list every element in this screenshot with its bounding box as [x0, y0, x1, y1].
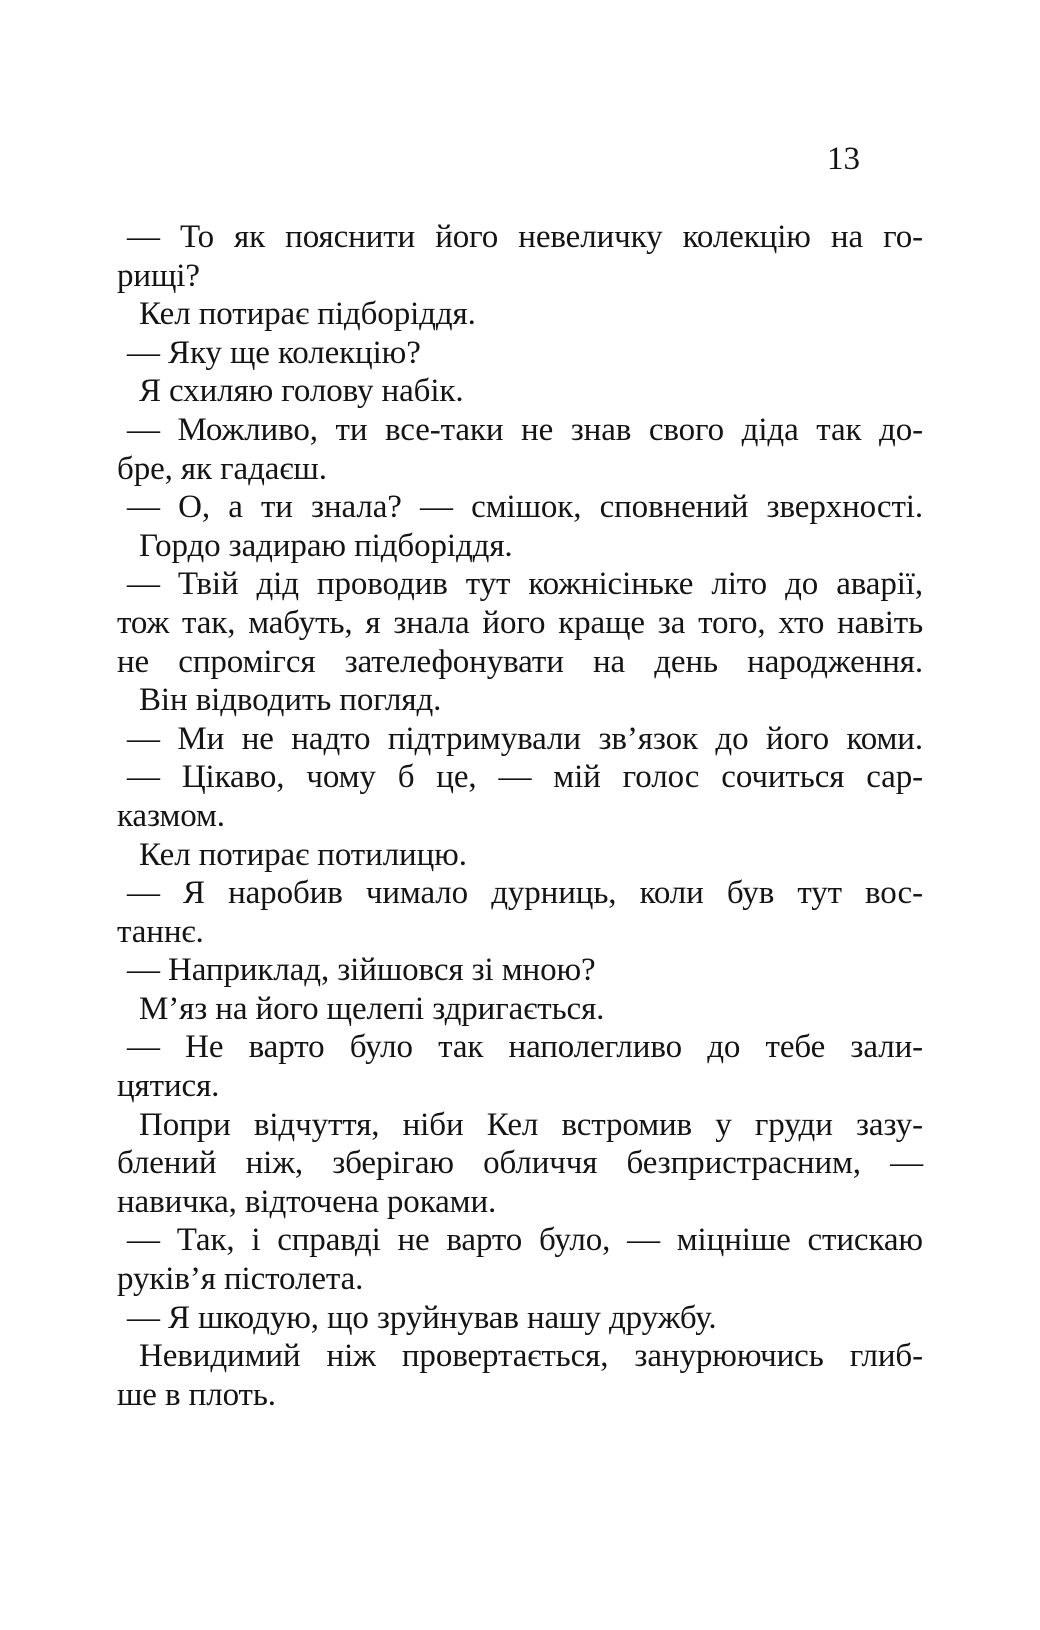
paragraph — [117, 527, 923, 566]
paragraph — [117, 720, 923, 759]
text-line: — Наприклад, зійшовся зі мною? — [127, 952, 596, 989]
paragraph — [117, 488, 923, 527]
page-number: 13 — [827, 141, 860, 177]
text-line: — Яку ще колекцію? — [127, 334, 421, 371]
text-line: тож так, мабуть, я знала його краще за того, хто навіть — [117, 604, 924, 641]
text-line: Попри відчуття, ніби Кел встромив у груди зазу- — [139, 1106, 924, 1143]
paragraph — [117, 951, 923, 990]
text-line: Я схиляю голову набік. — [139, 373, 464, 410]
paragraph — [117, 874, 923, 951]
paragraph — [117, 218, 923, 295]
text-line: навичка, відточена роками. — [117, 1183, 497, 1220]
text-line: — Я наробив чимало дурниць, коли був тут вос- — [127, 875, 923, 912]
paragraph — [117, 334, 923, 373]
text-line: Він відводить погляд. — [139, 682, 442, 719]
text-line: цятися. — [117, 1068, 220, 1105]
text-line: — То як пояснити його невеличку колекцію на го- — [127, 219, 924, 255]
paragraph — [117, 565, 923, 681]
text-line: — Ми не надто підтримували зв’язок до його коми. — [127, 720, 924, 757]
text-line: — Так, і справді не варто було, — міцніше стискаю — [127, 1222, 923, 1259]
text-line: не спромігся зателефонувати на день народження. — [117, 643, 923, 680]
text-line: М’яз на його щелепі здригається. — [139, 990, 605, 1027]
paragraph — [117, 990, 923, 1029]
text-line: руків’я пістолета. — [117, 1261, 364, 1298]
paragraph — [117, 758, 923, 835]
text-line: бре, як гадаєш. — [117, 450, 327, 487]
text-line: — О, а ти знала? — смішок, сповнений зверхності. — [127, 489, 923, 526]
paragraph — [117, 1299, 923, 1338]
paragraph — [117, 1221, 923, 1298]
text-line: — Не варто було так наполегливо до тебе зали- — [127, 1029, 924, 1066]
paragraph — [117, 681, 923, 720]
paragraph — [117, 295, 923, 334]
paragraph — [117, 836, 923, 875]
paragraph — [117, 1028, 923, 1105]
text-line: таннє. — [117, 913, 204, 950]
paragraph — [117, 1337, 923, 1414]
text-line: рищі? — [117, 257, 200, 294]
text-line: — Я шкодую, що зруйнував нашу дружбу. — [127, 1299, 717, 1336]
page-text — [117, 218, 923, 1414]
text-line: казмом. — [117, 797, 225, 834]
paragraph — [117, 411, 923, 488]
text-line: блений ніж, зберігаю обличчя безпристрасним, — — [117, 1145, 923, 1182]
text-line: Гордо задираю підборіддя. — [139, 527, 513, 564]
text-line: — Твій дід проводив тут кожнісіньке літо до аварії, — [127, 566, 924, 603]
text-line: — Цікаво, чому б це, — мій голос сочиться сар- — [127, 759, 924, 796]
paragraph — [117, 372, 923, 411]
text-line: Кел потирає підборіддя. — [139, 296, 476, 333]
text-line: — Можливо, ти все-таки не знав свого діда так до- — [127, 411, 923, 448]
text-line: ше в плоть. — [117, 1376, 276, 1413]
paragraph — [117, 1106, 923, 1222]
text-line: Кел потирає потилицю. — [139, 836, 467, 873]
text-line: Невидимий ніж провертається, занурюючись глиб- — [139, 1338, 923, 1375]
